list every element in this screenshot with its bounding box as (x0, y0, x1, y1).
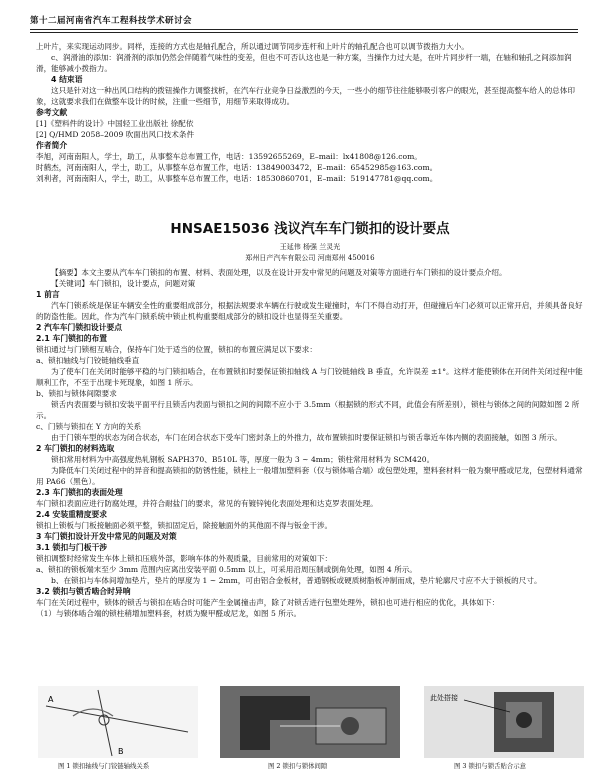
section-heading: 2 汽车车门锁扣设计要点 (36, 323, 123, 332)
figure-3-caption: 图 3 锁扣与锁舌贴合示意 (454, 762, 527, 770)
body-paragraph: 锁扣调整时经常发生车体上锁扣压痕外部，影响车体的外观质量，目前常用的对策如下： (36, 554, 333, 563)
reference-item: [1]《塑料件的设计》中国轻工业出版社 徐配依 (36, 119, 194, 128)
figure-1-diagram (38, 686, 198, 758)
section-heading: 3.1 锁扣与门板干涉 (36, 543, 108, 552)
body-paragraph: 为了使车门在关闭时能够平稳的与门锁扣啮合，在布置锁扣时要保证锁扣轴线 A 与门铰链轴线 B 垂直，允许误差 ±1°。这样才能使锁体在开闭件关闭过程中能顺利工作，不至于出现卡死现象，如图 1 所示。 (36, 367, 583, 387)
keywords: 【关键词】车门锁扣，设计要点，问题对策 (51, 279, 196, 288)
article (36, 220, 584, 619)
section-heading: 2.4 安装重精度要求 (36, 510, 108, 519)
body-paragraph: 锁扣上锁板与门板接触面必须平整，锁扣固定后，除接触面外的其他面不得与钣金干涉。 (36, 521, 333, 530)
body-paragraph: 锁舌内表面要与锁扣安装平面平行且锁舌内表面与锁扣之间的间隙不应小于 3.5mm（根据锁的形式不同，此值会有所差别），锁柱与锁体之间的间隙如图 2 所示。 (36, 400, 580, 420)
author-bio-heading: 作者简介 (36, 141, 68, 150)
figure-2-caption: 图 2 锁扣与锁体间隙 (268, 762, 328, 770)
author-bio: 刘利者，河南南阳人，学士，助工，从事整车总布置工作，电话：18530860701，E–mail：519147781@qq.com。 (36, 174, 438, 183)
article-title: HNSAE15036 浅议汽车车门锁扣的设计要点 (170, 221, 450, 237)
figure-1-caption: 图 1 锁扣轴线与门铰链轴线关系 (58, 762, 150, 770)
body-paragraph: 车门在关闭过程中，锁体的锁舌与锁扣在啮合时可能产生金属撞击声，除了对锁舌进行包塑处理外，锁扣也可进行相应的优化，具体如下： (36, 598, 500, 607)
body-paragraph: a、锁扣的锁板端末至少 3mm 范围内应离出安装平面 0.5mm 以上，可采用沿周压制或倒角处理，如图 4 所示。 (36, 565, 417, 574)
body-paragraph: 锁扣通过与门锁相互啮合，保持车门处于适当的位置，锁扣的布置应满足以下要求： (36, 345, 317, 354)
abstract: 【摘要】本文主要从汽车车门锁扣的布置、材料、表面处理，以及在设计开发中常见的问题及对策等方面进行车门锁扣的设计要点介绍。 (51, 268, 507, 277)
header-rule-thin (30, 32, 578, 33)
prev-paragraph-3: 这只是针对这一种出风口结构的拨钮操作力调整找析，在汽车行业竞争日益激烈的今天，一些小的细节往往能够吸引客户的眼光，甚至提高整车给人的总体印象，这就要求我们在做整车设计的时候，注重一些细节，用细节来取得成功。 (36, 86, 575, 106)
section-heading: 3 车门锁扣设计开发中常见的问题及对策 (36, 532, 177, 541)
article-affiliation: 郑州日产汽车有限公司 河南郑州 450016 (245, 254, 375, 262)
figure-3-photo (424, 686, 584, 758)
section-heading: 1 前言 (36, 290, 60, 299)
body-paragraph: 汽车门锁系统是保证车辆安全性的重要组成部分，根据法规要求车辆在行驶或发生碰撞时，车门不得自动打开，但碰撞后车门必须可以正常开启，并须具备良好的防盗性能。因此，作为汽车门锁系统中锁止机构重要组成部分的锁扣设计也显得至关重要。 (36, 301, 583, 321)
figure-2-photo (220, 686, 400, 758)
body-paragraph: （1）与锁体啮合端的锁柱稍增加塑料套，材质为聚甲醛或尼龙，如图 5 所示。 (36, 609, 302, 618)
reference-item: [2] Q/HMD 2058–2009 吹面出风口技术条件 (36, 130, 195, 139)
body-paragraph: c、门锁与锁扣在 Y 方向的关系 (36, 422, 142, 431)
conclusion-heading: 4 结束语 (51, 75, 83, 84)
references-heading: 参考文献 (36, 108, 68, 117)
author-bio: 李旭，河南南阳人，学士，助工，从事整车总布置工作，电话：13592655269，E–mail：lx41808@126.com。 (36, 152, 422, 161)
header-rule-thick (30, 29, 578, 30)
body-paragraph: 锁扣常用材料为中高强度热轧钢板 SAPH370、B510L 等，厚度一般为 3 ~ 4mm；锁柱常用材料为 SCM420。 (51, 455, 435, 464)
body-paragraph: 车门锁扣表面应进行防腐处理，并符合耐盐门的要求，常见的有镀锌钝化表面处理和达克罗表面处理。 (36, 499, 378, 508)
author-bio: 时鹤杰，河南南阳人，学士，助工，从事整车总布置工作，电话：13849003472，E–mail：65452985@163.com。 (36, 163, 438, 172)
body-paragraph: 为降低车门关闭过程中的异音和提高锁扣的防锈性能，锁柱上一般增加塑料套（仅与锁体啮合端）或包塑处理，塑料套材料一般为聚甲醛或尼龙，包塑材料通常用 PA66（黑色）。 (36, 466, 583, 486)
section-heading: 2 车门锁扣的材料选取 (36, 444, 115, 453)
body-paragraph: a、锁扣轴线与门铰链轴线垂直 (36, 356, 140, 365)
body-paragraph: b、锁扣与锁体间隙要求 (36, 389, 117, 398)
previous-article-tail (36, 41, 584, 184)
figure-1-label-b: B (118, 747, 124, 756)
article-body (36, 289, 584, 619)
running-header: 第十二届河南省汽车工程科技学术研讨会 (30, 16, 193, 26)
section-heading: 3.2 锁扣与锁舌啮合时异响 (36, 587, 131, 596)
body-paragraph: 由于门锁车型的状态为闭合状态，车门在闭合状态下受车门密封条上的外推力，故布置锁扣时要保证锁扣与锁舌靠近车体内侧的表面接触，如图 3 所示。 (51, 433, 562, 442)
section-heading: 2.1 车门锁扣的布置 (36, 334, 108, 343)
figure-1-label-a: A (48, 695, 54, 704)
prev-paragraph-2: c、润滑油的添加：润滑剂的添加仍然会伴随着气味性的变差，但也不可否认这也是一种方案，当操作力过大是，在叶片同步杆一端，在轴和轴孔之间添加润滑，能够减小拨指力。 (36, 53, 572, 73)
figure-3-callout: 此处搭接 (430, 694, 458, 702)
body-paragraph: b、在锁扣与车体间增加垫片，垫片的厚度为 1 ~ 2mm，可由铝合金板材，普通钢板或硬质树脂板冲制而成，垫片轮廓尺寸应不大于锁板的尺寸。 (51, 576, 542, 585)
article-authors: 王延伟 杨强 兰灵光 (279, 243, 341, 251)
prev-paragraph-1: 上叶片，来实现运动同步。同样，连接的方式也是轴孔配合，所以通过调节同步连杆和上叶片的轴孔配合也可以调节拨指力大小。 (36, 42, 469, 51)
figure-row (36, 686, 584, 770)
section-heading: 2.3 车门锁扣的表面处理 (36, 488, 123, 497)
